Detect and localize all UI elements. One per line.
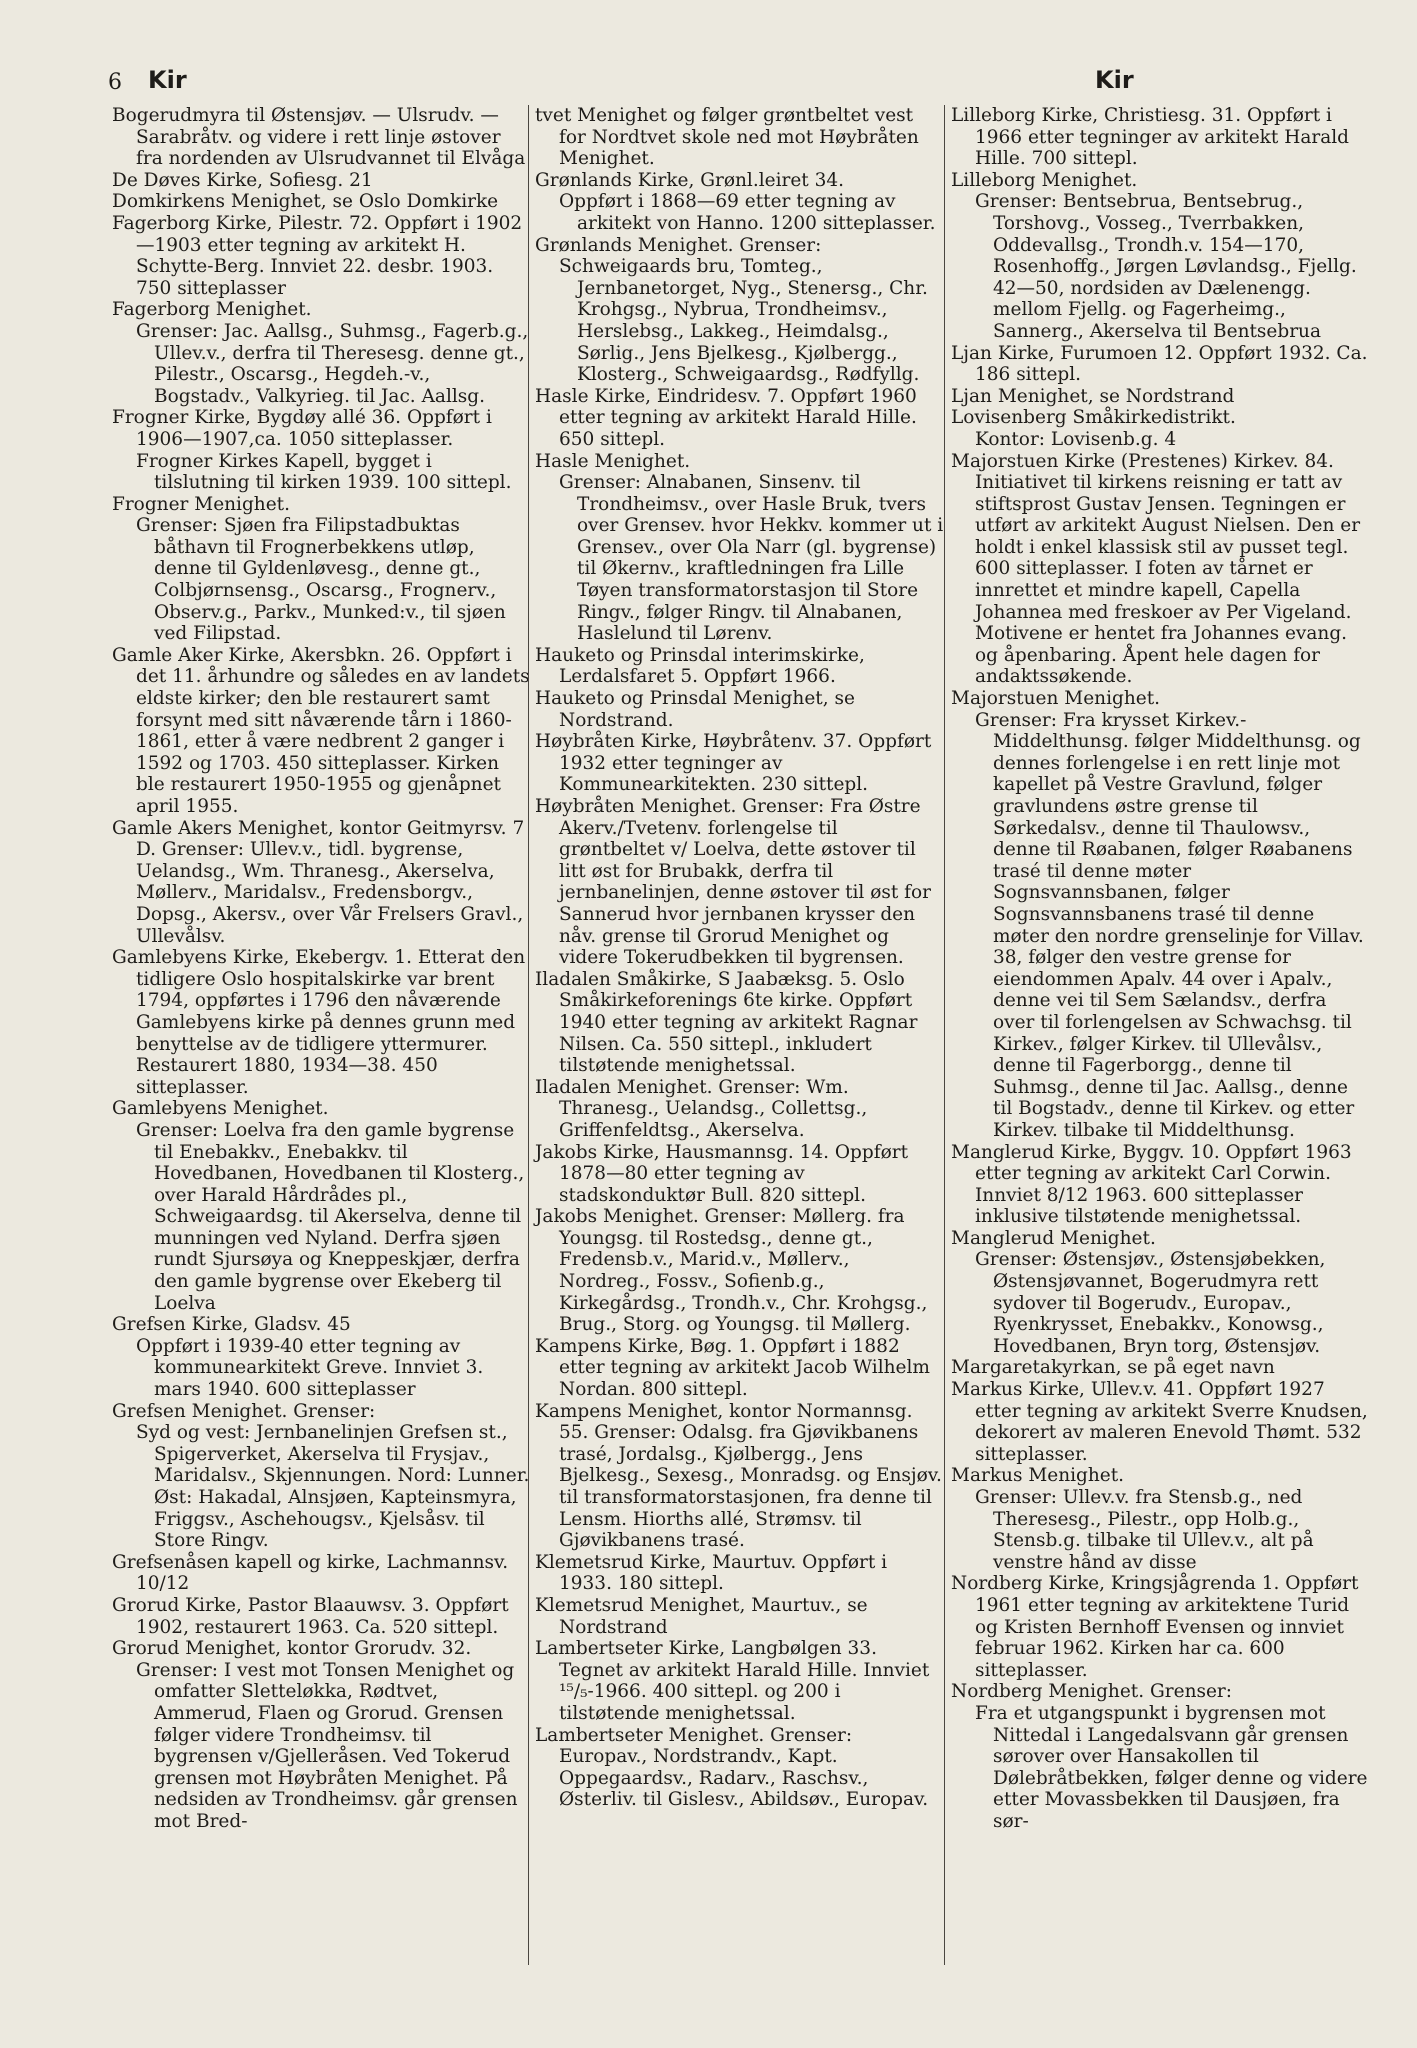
entry-detail: Grenser: Jac. Aallsg., Suhmsg., Fagerb.g., Ullev.v., derfra til Theresesg. denne gt., Pilestr., Oscarsg., Hegdeh.-v., Bogstadv., Valkyrieg. til Jac. Aallsg.: [136, 320, 535, 407]
directory-entry: Grorud Kirke, Pastor Blaauwsv. 3. Oppført 1902, restaurert 1963. Ca. 520 sittepl.: [112, 1594, 515, 1638]
directory-entry: Domkirkens Menighet, se Oslo Domkirke: [112, 191, 499, 213]
directory-entry: Iladalen Småkirke, S Jaabæksg. 5. Oslo Småkirkeforenings 6te kirke. Oppført 1940 etter tegning av arkitekt Ragnar Nilsen. Ca. 550 sittepl., inkludert tilstøtende menighetssal.: [535, 968, 924, 1077]
directory-entry: Lambertseter Menighet. Grenser: Europav., Nordstrandv., Kapt. Oppegaardsv., Radarv., Raschsv., Østerliv. til Gislesv., Abildsøv., Europav.: [535, 1724, 929, 1811]
entry-detail: Grenser: Sjøen fra Filipstadbuktas båthavn til Frognerbekkens utløp, denne til Gyldenløvesg., denne gt., Colbjørnsensg., Oscarsg., Frognerv., Observ.g., Parkv., Munked:v., til sjøen ved Filipstad.: [136, 515, 512, 645]
entry-detail: Grenser: Alnabanen, Sinsenv. til Trondheimsv., over Hasle Bruk, tvers over Grensev. hvor Hekkv. kommer ut i Grensev., over Ola Narr (gl. bygrense) til Økernv., kraftledningen fra Lille Tøyen transformatorstasjon til Store Ringv., følger Ringv. til Alnabanen, Haslelund til Lørenv.: [559, 472, 950, 645]
directory-entry: Hasle Menighet.: [535, 450, 691, 472]
column-right: [944, 105, 1374, 1965]
directory-page: [108, 60, 1374, 2020]
directory-entry: Kampens Kirke, Bøg. 1. Oppført i 1882 etter tegning av arkitekt Jacob Wilhelm Nordan. 800 sittepl.: [535, 1335, 936, 1401]
directory-entry: Frogner Menighet.: [112, 493, 290, 515]
directory-entry: Manglerud Kirke, Byggv. 10. Oppført 1963 etter tegning av arkitekt Carl Corwin. Innviet 8/12 1963. 600 sitteplasser inklusive tilstøtende menighetssal.: [951, 1141, 1358, 1228]
directory-entry: Frogner Kirke, Bygdøy allé 36. Oppført i 1906—1907,ca. 1050 sitteplasser.: [112, 407, 498, 450]
column-left: [112, 105, 536, 1965]
directory-entry: Margaretakyrkan, se på eget navn: [951, 1357, 1275, 1379]
entry-detail: Schweigaards bru, Tomteg., Jernbanetorget, Nyg., Stenersg., Chr. Krohgsg., Nybrua, Trondheimsv., Herslebsg., Lakkeg., Heimdalsg., Sørlig., Jens Bjelkesg., Kjølbergg., Klosterg., Schweigaardsg., Rødfyllg.: [559, 256, 934, 386]
directory-entry: tvet Menighet og følger grøntbeltet vest for Nordtvet skole ned mot Høybråten Menighet.: [535, 105, 925, 170]
directory-entry: Jakobs Menighet. Grenser: Møllerg. fra Youngsg. til Rostedsg., denne gt., Fredensb.v., Marid.v., Møllerv., Nordreg., Fossv., Sofienb.g., Kirkegårdsg., Trondh.v., Chr. Krohgsg., Brug., Storg. og Youngsg. til Møllerg.: [535, 1206, 934, 1336]
directory-entry: Klemetsrud Kirke, Maurtuv. Oppført i 1933. 180 sittepl.: [535, 1551, 893, 1595]
directory-entry: Gamle Akers Menighet, kontor Geitmyrsv. 7 D. Grenser: Ullev.v., tidl. bygrense, Uelandsg., Wm. Thranesg., Akerselva, Møllerv., Maridalsv., Fredensborgv., Dopsg., Akersv., over Vår Frelsers Gravl., Ullevålsv.: [112, 817, 531, 947]
directory-entry: Nordberg Kirke, Kringsjågrenda 1. Oppført 1961 etter tegning av arkitektene Turid og Kristen Bernhoff Evensen og innviet februar 1962. Kirken har ca. 600 sitteplasser.: [951, 1573, 1365, 1681]
directory-entry: Grefsen Menighet. Grenser:: [112, 1400, 376, 1422]
entry-detail: Grenser: Loelva fra den gamle bygrense til Enebakkv., Enebakkv. til Hovedbanen, Hovedbanen til Klosterg., over Harald Hårdrådes pl., Schweigaardsg. til Akerselva, denne til munningen ved Nyland. Derfra sjøen rundt Sjursøya og Kneppeskjær, derfra den gamle bygrense over Ekeberg til Loelva: [136, 1119, 531, 1314]
directory-entry: Ljan Menighet, se Nordstrand: [951, 385, 1235, 407]
directory-entry: Gamlebyens Menighet.: [112, 1098, 329, 1120]
directory-entry: Markus Menighet.: [951, 1465, 1125, 1487]
directory-entry: Grefsen Kirke, Gladsv. 45: [112, 1314, 351, 1336]
directory-entry: Hasle Kirke, Eindridesv. 7. Oppført 1960 etter tegning av arkitekt Harald Hille. 650 sittepl.: [535, 385, 923, 450]
directory-entry: Nordberg Menighet. Grenser:: [951, 1681, 1232, 1703]
directory-entry: Hauketo og Prinsdal interimskirke, Lerdalsfaret 5. Oppført 1966.: [535, 644, 871, 688]
directory-entry: Majorstuen Menighet.: [951, 688, 1161, 710]
directory-entry: Fagerborg Kirke, Pilestr. 72. Oppført i 1902—1903 etter tegning av arkitekt H. Schytte-Berg. Innviet 22. desbr. 1903. 750 sitteplasser: [112, 212, 523, 299]
entry-detail: Oppført i 1868—69 etter tegning av arkitekt von Hanno. 1200 sitteplasser.: [559, 191, 936, 234]
text-columns: [108, 105, 1374, 1965]
directory-entry: Høybråten Menighet. Grenser: Fra Østre Akerv./Tvetenv. forlengelse til grøntbeltet v/ Loelva, dette østover til litt øst for Brubakk, derfra til jernbanelinjen, denne østover til øst for Sannerud hvor jernbanen krysser den nåv. grense til Grorud Menighet og videre Tokerudbekken til bygrensen.: [535, 796, 937, 969]
directory-entry: Grefsenåsen kapell og kirke, Lachmannsv. 10/12: [112, 1551, 515, 1595]
entry-detail: Grenser: Bentsebrua, Bentsebrug., Torshovg., Vosseg., Tverrbakken, Oddevallsg., Trondh.v. 154—170, Rosenhoffg., Jørgen Løvlandsg., Fjellg. 42—50, nordsiden av Dælenengg. mellom Fjellg. og Fagerheimg., Sannerg., Akerselva til Bentsebrua: [975, 191, 1363, 342]
page-header: [108, 60, 1362, 100]
page-number: 6: [108, 70, 122, 95]
column-middle: [528, 105, 950, 1965]
directory-entry: Fagerborg Menighet.: [112, 299, 312, 321]
directory-entry: Bogerudmyra til Østensjøv. — Ulsrudv. — Sarabråtv. og videre i rett linje østover fra nordenden av Ulsrudvannet til Elvåga: [112, 105, 526, 170]
entry-detail: Kontor: Lovisenb.g. 4: [975, 428, 1177, 450]
entry-detail: Grenser: Fra krysset Kirkev.-Middelthunsg. følger Middelthunsg. og dennes forlengelse i en rett linje mot kapellet på Vestre Gravlund, følger gravlundens østre grense til Sørkedalsv., denne til Thaulowsv., denne til Røabanen, følger Røabanens trasé til denne møter Sognsvannsbanen, følger Sognsvannsbanens trasé til denne møter den nordre grenselinje for Villav. 38, følger den vestre grense for eiendommen Apalv. 44 over i Apalv., denne vei til Sem Sælandsv., derfra over til forlengelsen av Schwachsg. til Kirkev., følger Kirkev. til Ullevålsv., denne til Fagerborgg., denne til Suhmsg., denne til Jac. Aallsg., denne til Bogstadv., denne til Kirkev. og etter Kirkev. tilbake til Middelthunsg.: [975, 709, 1370, 1141]
directory-entry: Lilleborg Menighet.: [951, 169, 1138, 191]
directory-entry: Majorstuen Kirke (Prestenes) Kirkev. 84. Initiativet til kirkens reisning er tatt av stiftsprost Gustav Jensen. Tegningen er utført av arkitekt August Nielsen. Den er holdt i enkel klassisk stil av pusset tegl. 600 sitteplasser. I foten av tårnet er innrettet et mindre kapell, Capella Johannea med freskoer av Per Vigeland. Motivene er hentet fra Johannes evang. og åpenbaring. Åpent hele dagen for andaktssøkende.: [951, 450, 1366, 688]
header-keyword-left: Kir: [148, 66, 187, 94]
directory-entry: Lovisenberg Småkirkedistrikt.: [951, 407, 1236, 429]
directory-entry: Jakobs Kirke, Hausmannsg. 14. Oppført 1878—80 etter tegning av stadskonduktør Bull. 820 sittepl.: [535, 1141, 914, 1206]
directory-entry: Markus Kirke, Ullev.v. 41. Oppført 1927 etter tegning av arkitekt Sverre Knudsen, dekorert av maleren Enevold Thømt. 532 sitteplasser.: [951, 1379, 1374, 1465]
entry-detail: Grenser: Ullev.v. fra Stensb.g., ned Theresesg., Pilestr., opp Holb.g., Stensb.g. tilbake til Ullev.v., alt på venstre hånd av disse: [975, 1487, 1320, 1573]
directory-entry: Klemetsrud Menighet, Maurtuv., se Nordstrand: [535, 1594, 874, 1638]
directory-entry: Iladalen Menighet. Grenser: Wm. Thranesg., Uelandsg., Collettsg., Griffenfeldtsg., Akerselva.: [535, 1076, 874, 1141]
directory-entry: Kampens Menighet, kontor Normannsg. 55. Grenser: Odalsg. fra Gjøvikbanens trasé, Jordalsg., Kjølbergg., Jens Bjelkesg., Sexesg., Monradsg. og Ensjøv. til transformatorstasjonen, fra denne til Lensm. Hiorths allé, Strømsv. til Gjøvikbanens trasé.: [535, 1400, 948, 1552]
header-keyword-right: Kir: [1095, 66, 1134, 94]
directory-entry: Høybråten Kirke, Høybråtenv. 37. Oppført 1932 etter tegninger av Kommunearkitekten. 230 sittepl.: [535, 731, 938, 796]
entry-detail: Frogner Kirkes Kapell, bygget i tilslutning til kirken 1939. 100 sittepl.: [136, 450, 512, 494]
directory-entry: De Døves Kirke, Sofiesg. 21: [112, 169, 373, 191]
directory-entry: Grønlands Menighet. Grenser:: [535, 234, 822, 256]
entry-detail: Grenser: I vest mot Tonsen Menighet og omfatter Sletteløkka, Rødtvet, Ammerud, Flaen og Grorud. Grensen følger videre Trondheimsv. til bygrensen v/Gjelleråsen. Ved Tokerud grensen mot Høybråten Menighet. På nedsiden av Trondheimsv. går grensen mot Bred-: [136, 1659, 524, 1832]
entry-detail: Oppført i 1939-40 etter tegning av kommunearkitekt Greve. Innviet 3. mars 1940. 600 sitteplasser: [136, 1335, 490, 1401]
directory-entry: Ljan Kirke, Furumoen 12. Oppført 1932. Ca. 186 sittepl.: [951, 342, 1374, 386]
directory-entry: Lambertseter Kirke, Langbølgen 33. Tegnet av arkitekt Harald Hille. Innviet ¹⁵/₅-1966. 400 sittepl. og 200 i tilstøtende menighetssal.: [535, 1638, 936, 1724]
directory-entry: Lilleborg Kirke, Christiesg. 31. Oppført i 1966 etter tegninger av arkitekt Harald Hille. 700 sittepl.: [951, 105, 1355, 170]
directory-entry: Manglerud Menighet.: [951, 1227, 1156, 1249]
directory-entry: Gamle Aker Kirke, Akersbkn. 26. Oppført i det 11. århundre og således en av landets eldste kirker; den ble restaurert samt forsynt med sitt nåværende tårn i 1860-1861, etter å være nedbrent 2 ganger i 1592 og 1703. 450 sitteplasser. Kirken ble restaurert 1950-1955 og gjenåpnet april 1955.: [112, 644, 536, 817]
directory-entry: Grønlands Kirke, Grønl.leiret 34.: [535, 169, 845, 191]
entry-detail: Syd og vest: Jernbanelinjen Grefsen st., Spigerverket, Akerselva til Frysjav., Maridalsv., Skjennungen. Nord: Lunner. Øst: Hakadal, Alnsjøen, Kapteinsmyra, Friggsv., Aschehougsv., Kjelsåsv. til Store Ringv.: [136, 1422, 536, 1552]
directory-entry: Grorud Menighet, kontor Grorudv. 32.: [112, 1638, 472, 1660]
entry-detail: Grenser: Østensjøv., Østensjøbekken, Østensjøvannet, Bogerudmyra rett sydover til Bogerudv., Europav., Ryenkrysset, Enebakkv., Konowsg., Hovedbanen, Bryn torg, Østensjøv.: [975, 1249, 1332, 1357]
entry-detail: Fra et utgangspunkt i bygrensen mot Nittedal i Langedalsvann går grensen sørover over Hansakollen til Dølebråtbekken, følger denne og videre etter Movassbekken til Dausjøen, fra sør-: [975, 1702, 1374, 1832]
directory-entry: Hauketo og Prinsdal Menighet, se Nordstrand.: [535, 688, 861, 731]
directory-entry: Gamlebyens Kirke, Ekebergv. 1. Etterat den tidligere Oslo hospitalskirke var brent 1794, oppførtes i 1796 den nåværende Gamlebyens kirke på dennes grunn med benyttelse av de tidligere yttermurer. Restaurert 1880, 1934—38. 450 sitteplasser.: [112, 947, 532, 1098]
